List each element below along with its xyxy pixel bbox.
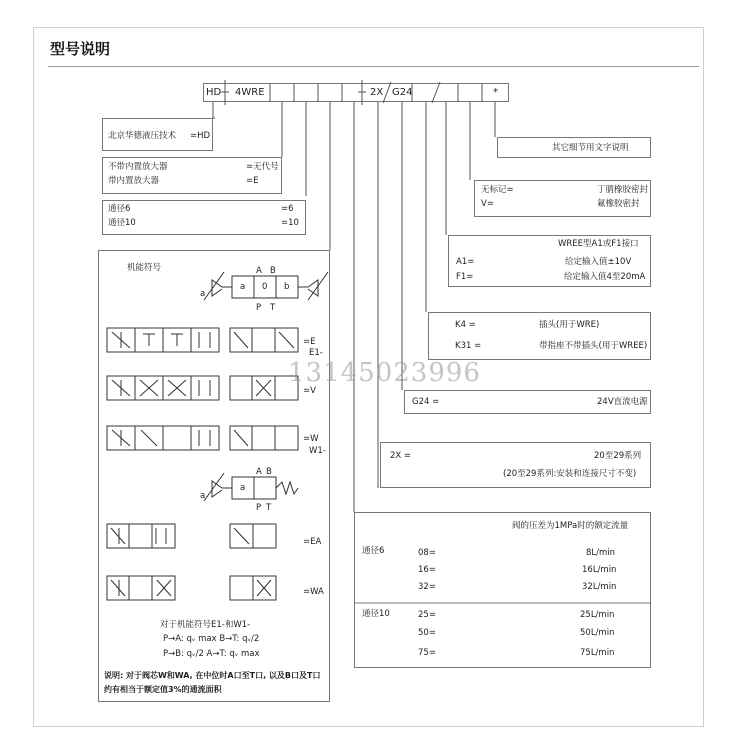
label-ea: =EA <box>303 537 322 547</box>
size-row1-code: =6 <box>281 204 294 214</box>
formula-line2: P→B: qᵥ/2 A→T: qᵥ max <box>163 649 260 659</box>
flow-row-value: 16L/min <box>582 565 617 575</box>
flow-row-code: 16= <box>418 565 436 575</box>
port-p-label: P <box>256 303 262 313</box>
label-v: =V <box>303 386 316 396</box>
plug-row2-label: 带指座不带插头(用于WREE) <box>539 341 648 351</box>
series-code: 2X = <box>390 451 412 461</box>
port-b-label-2: B <box>266 467 272 477</box>
seal-row2-label: 氟橡胶密封 <box>597 199 640 209</box>
interface-row2-label: 给定输入值4至20mA <box>564 272 646 282</box>
side-a-label-2: a <box>240 483 246 493</box>
amplifier-row2-label: 带内置放大器 <box>108 176 160 186</box>
amplifier-row2-code: =E <box>246 176 259 186</box>
size-row1-label: 通径6 <box>108 204 131 214</box>
flow-row-value: 25L/min <box>580 610 615 620</box>
voltage-code: G24 = <box>412 397 440 407</box>
port-a-label: A <box>256 266 262 276</box>
series-note: (20至29系列:安装和连接尺寸不变) <box>503 469 637 479</box>
label-e: =E <box>303 337 316 347</box>
series-label: 20至29系列 <box>594 451 642 461</box>
port-a-label-2: A <box>256 467 262 477</box>
note-line2: 约有相当于额定值3%的通流面积 <box>104 685 222 694</box>
flow-row-code: 50= <box>418 628 436 638</box>
formula-line1: P→A: qᵥ max B→T: qᵥ/2 <box>163 634 260 644</box>
plug-row1-code: K4 = <box>455 320 476 330</box>
seal-row2-code: V= <box>481 199 494 209</box>
size-row2-label: 通径10 <box>108 218 136 228</box>
code-star: * <box>493 87 498 98</box>
side-a-outer-label: a <box>200 289 206 299</box>
function-header: 机能符号 <box>127 263 162 273</box>
flow-row-code: 08= <box>418 548 436 558</box>
voltage-label: 24V直流电源 <box>597 397 648 407</box>
label-wa: =WA <box>303 587 324 597</box>
flow-size10-label: 通径10 <box>362 609 390 619</box>
port-t-label-2: T <box>266 503 272 513</box>
interface-row1-code: A1= <box>456 257 475 267</box>
flow-row-code: 25= <box>418 610 436 620</box>
center-label: 0 <box>262 282 268 292</box>
flow-row-value: 8L/min <box>586 548 616 558</box>
other-label: 其它细节用文字说明 <box>552 143 629 153</box>
size-row2-code: =10 <box>281 218 299 228</box>
flow-row-code: 75= <box>418 648 436 658</box>
plug-row2-code: K31 = <box>455 341 482 351</box>
formula-header: 对于机能符号E1-和W1- <box>160 620 251 630</box>
port-b-label: B <box>270 266 276 276</box>
interface-row2-code: F1= <box>456 272 474 282</box>
code-type: 4WRE <box>235 87 265 98</box>
side-b-label: b <box>284 282 290 292</box>
note-line1: 说明: 对于阀芯W和WA, 在中位时A口至T口, 以及B口及T口 <box>104 671 321 680</box>
flow-row-value: 50L/min <box>580 628 615 638</box>
port-p-label-2: P <box>256 503 262 513</box>
watermark: 13145023996 <box>288 358 481 388</box>
code-voltage: G24 <box>392 87 413 98</box>
code-series: 2X <box>370 87 384 98</box>
maker-code: =HD <box>190 131 211 141</box>
amplifier-row1-code: =无代号 <box>246 162 279 172</box>
label-w: =W <box>303 434 319 444</box>
interface-header: WREE型A1或F1接口 <box>558 239 639 249</box>
port-t-label: T <box>270 303 276 313</box>
side-a-outer-label-2: a <box>200 491 206 501</box>
seal-row1-label: 丁腈橡胶密封 <box>597 185 649 195</box>
flow-row-value: 32L/min <box>582 582 617 592</box>
flow-header: 阀的压差为1MPa时的额定流量 <box>512 521 629 531</box>
flow-row-value: 75L/min <box>580 648 615 658</box>
side-a-label: a <box>240 282 246 292</box>
amplifier-row1-label: 不带内置放大器 <box>108 162 168 172</box>
page-title: 型号说明 <box>50 40 111 58</box>
maker-label: 北京华德液压技术 <box>108 131 177 141</box>
interface-row1-label: 给定输入值±10V <box>565 257 632 267</box>
code-prefix: HD <box>206 87 222 98</box>
label-w1: W1- <box>309 446 326 456</box>
plug-row1-label: 插头(用于WRE) <box>539 320 600 330</box>
label-e1: E1- <box>309 348 323 358</box>
flow-size6-label: 通径6 <box>362 546 385 556</box>
seal-row1-code: 无标记= <box>481 185 514 195</box>
flow-row-code: 32= <box>418 582 436 592</box>
